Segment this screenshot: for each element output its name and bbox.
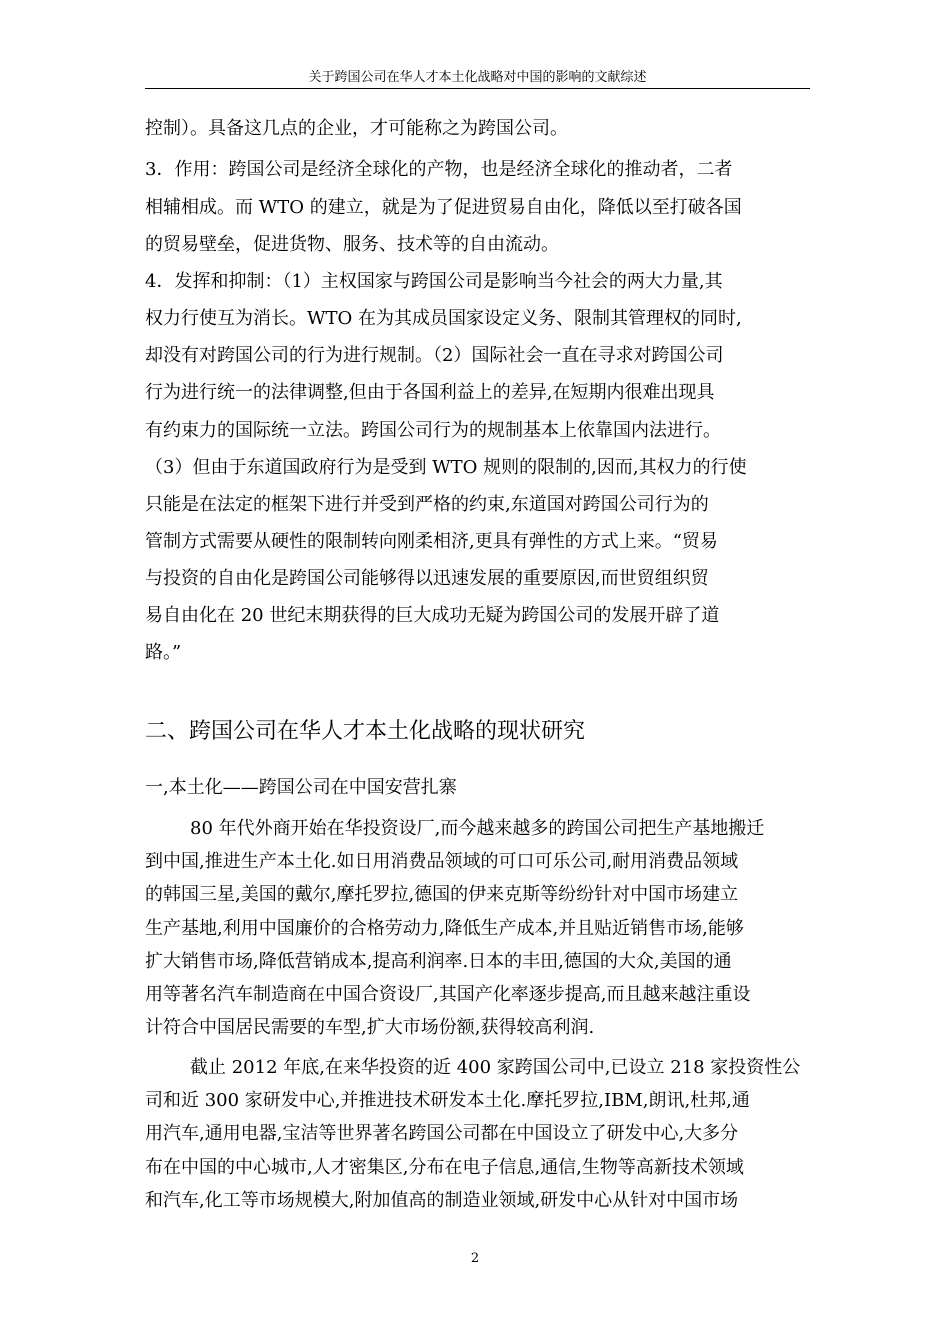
text-line: 80 年代外商开始在华投资设厂,而今越来越多的跨国公司把生产基地搬迁 [190,818,765,839]
text-line: 路。” [145,642,182,663]
text-line: 用汽车,通用电器,宝洁等世界著名跨国公司都在中国设立了研发中心,大多分 [145,1123,739,1144]
page-number: 2 [470,1251,480,1266]
text-line: 与投资的自由化是跨国公司能够得以迅速发展的重要原因,而世贸组织贸 [145,568,709,589]
text-line: 扩大销售市场,降低营销成本,提高利润率.日本的丰田,德国的大众,美国的通 [145,951,732,972]
text-line: 4．发挥和抑制：（1）主权国家与跨国公司是影响当今社会的两大力量,其 [145,271,723,292]
text-line: 权力行使互为消长。WTO 在为其成员国家设定义务、限制其管理权的同时, [145,308,742,329]
text-line: 用等著名汽车制造商在中国合资设厂,其国产化率逐步提高,而且越来越注重设 [145,984,751,1005]
text-line: 计符合中国居民需要的车型,扩大市场份额,获得较高利润. [145,1017,595,1038]
sub-heading: 一,本土化——跨国公司在中国安营扎寨 [145,777,457,798]
section-heading: 二、跨国公司在华人才本土化战略的现状研究 [145,719,586,744]
text-line: 只能是在法定的框架下进行并受到严格的约束,东道国对跨国公司行为的 [145,494,709,515]
text-line: 相辅相成。而 WTO 的建立，就是为了促进贸易自由化，降低以至打破各国 [145,197,742,218]
text-line: 和汽车,化工等市场规模大,附加值高的制造业领域,研发中心从针对中国市场 [145,1190,739,1211]
text-line: 的韩国三星,美国的戴尔,摩托罗拉,德国的伊来克斯等纷纷针对中国市场建立 [145,884,739,905]
text-line: （3）但由于东道国政府行为是受到 WTO 规则的限制的,因而,其权力的行使 [145,457,747,478]
text-line: 的贸易壁垒，促进货物、服务、技术等的自由流动。 [145,234,559,255]
text-line: 管制方式需要从硬性的限制转向刚柔相济,更具有弹性的方式上来。“贸易 [145,531,718,552]
text-line: 有约束力的国际统一立法。跨国公司行为的规制基本上依靠国内法进行。 [145,420,721,441]
text-line: 却没有对跨国公司的行为进行规制。（2）国际社会一直在寻求对跨国公司 [145,345,724,366]
running-header: 关于跨国公司在华人才本土化战略对中国的影响的文献综述 [308,70,647,85]
text-line: 布在中国的中心城市,人才密集区,分布在电子信息,通信,生物等高新技术领域 [145,1157,744,1178]
text-line: 3．作用：跨国公司是经济全球化的产物，也是经济全球化的推动者，二者 [145,159,733,180]
text-line: 到中国,推进生产本土化.如日用消费品领域的可口可乐公司,耐用消费品领域 [145,851,739,872]
text-line: 司和近 300 家研发中心,并推进技术研发本土化.摩托罗拉,IBM,朗讯,杜邦,通 [145,1090,750,1111]
text-line: 行为进行统一的法律调整,但由于各国利益上的差异,在短期内很难出现具 [145,382,715,403]
text-line: 生产基地,利用中国廉价的合格劳动力,降低生产成本,并且贴近销售市场,能够 [145,918,744,939]
text-line: 控制）。具备这几点的企业，才可能称之为跨国公司。 [145,118,568,139]
text-line: 易自由化在 20 世纪末期获得的巨大成功无疑为跨国公司的发展开辟了道 [145,605,720,626]
text-line: 截止 2012 年底,在来华投资的近 400 家跨国公司中,已设立 218 家投资性公 [190,1057,801,1078]
header-rule [145,88,810,89]
